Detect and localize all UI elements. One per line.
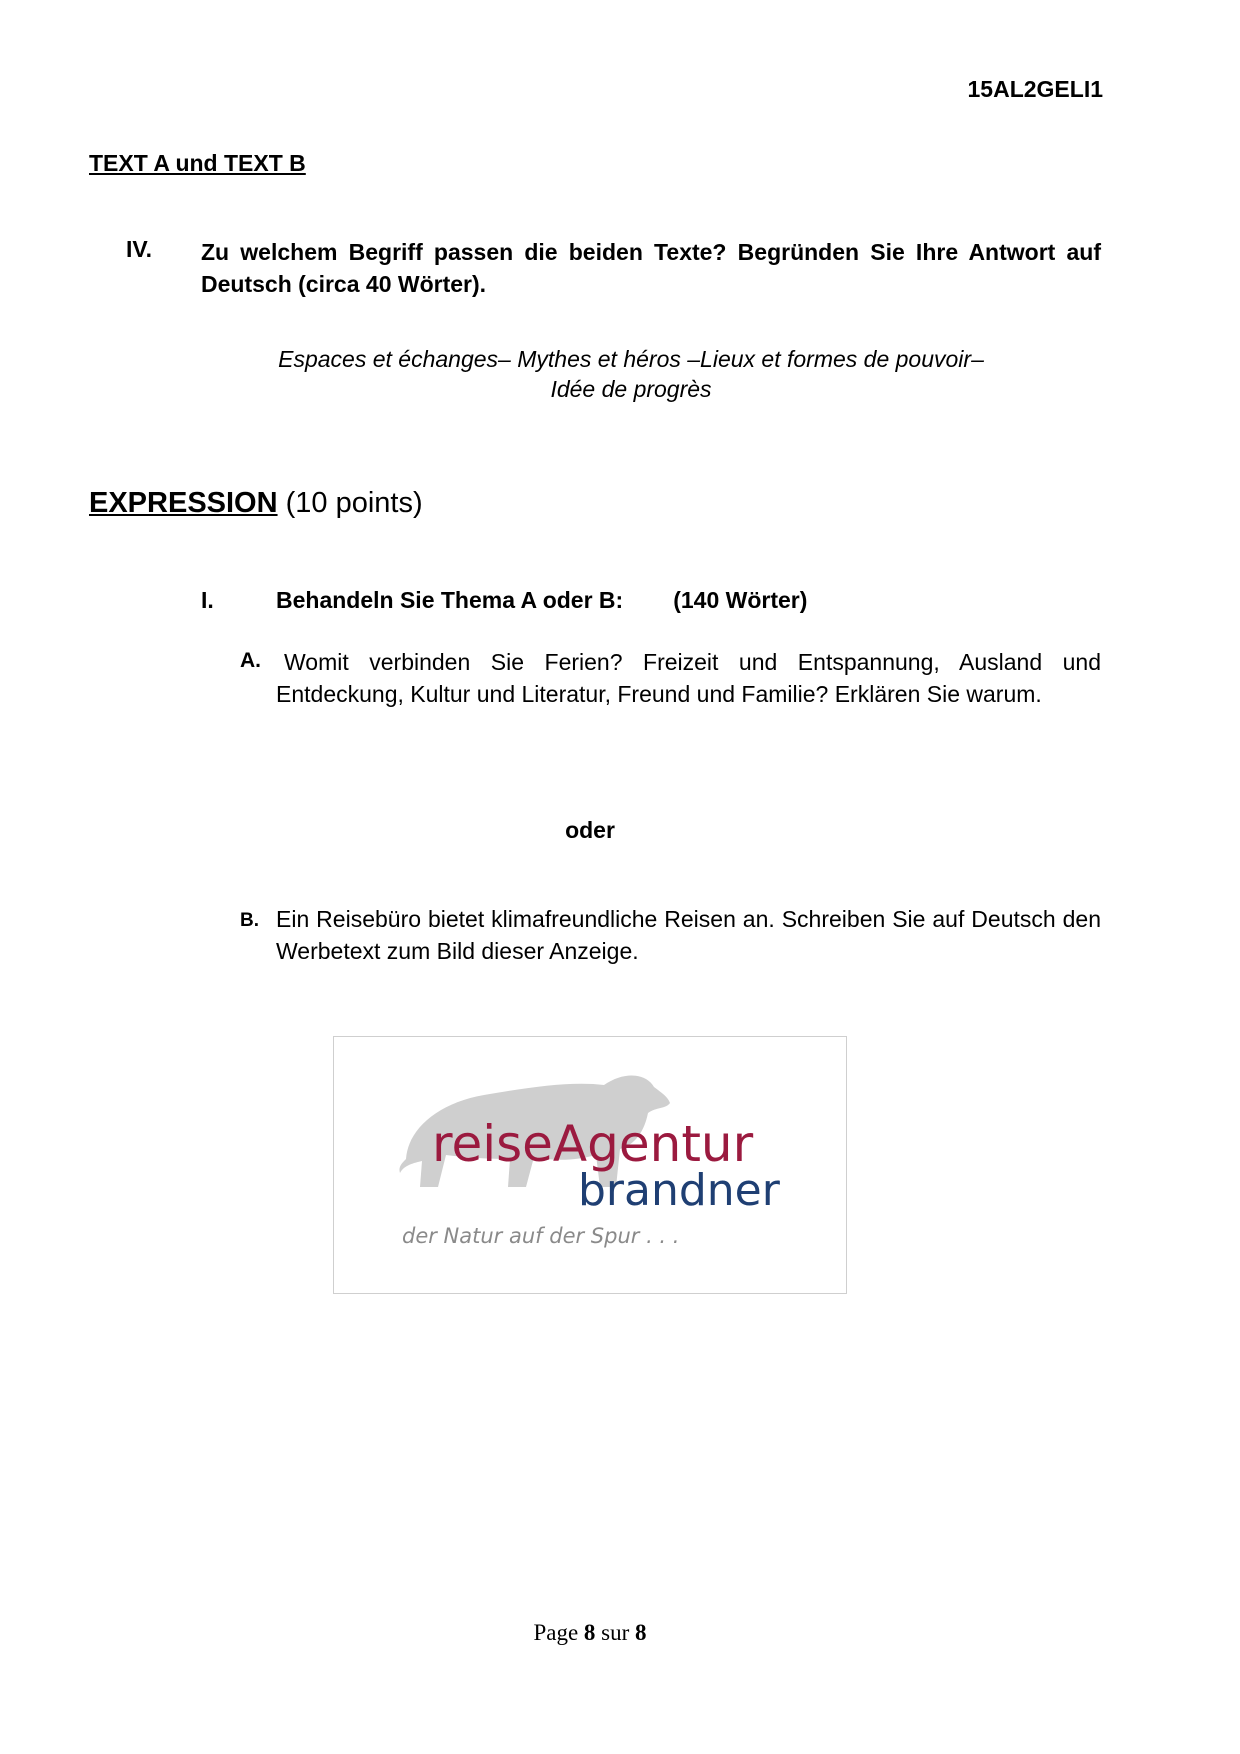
task-instruction — [276, 587, 807, 614]
footer-page-number: 8 — [583, 1620, 596, 1645]
expression-points: (10 points) — [285, 487, 423, 519]
option-separator: oder — [565, 817, 615, 843]
option-a-label: A. — [240, 649, 261, 672]
option-b-text: Ein Reisebüro bietet klimafreundliche Reisen an. Schreiben Sie auf Deutsch den Werbetext zum Bild dieser Anzeige. — [276, 906, 1101, 964]
topics-line-2: Idée de progrès — [550, 376, 712, 402]
advert-logo — [334, 1037, 846, 1293]
option-b-label: B. — [240, 910, 259, 931]
footer-prefix: Page — [533, 1620, 579, 1645]
document-code: 15AL2GELI1 — [967, 76, 1103, 102]
question-text: Zu welchem Begriff passen die beiden Texte? Begründen Sie Ihre Antwort auf Deutsch (circa 40 Wörter). — [201, 239, 1101, 297]
topics-list — [201, 344, 1061, 404]
logo-secondary: brandner — [578, 1165, 780, 1216]
expression-heading — [89, 487, 423, 520]
expression-title: EXPRESSION — [89, 487, 278, 519]
logo-slogan: der Natur auf der Spur . . . — [402, 1224, 680, 1248]
task-text: Behandeln Sie Thema A oder B: — [276, 587, 624, 613]
page-footer — [0, 1620, 1180, 1646]
footer-page-total: 8 — [635, 1620, 647, 1645]
advert-image — [333, 1036, 847, 1294]
task-number: I. — [201, 587, 214, 613]
topics-line-1: Espaces et échanges– Mythes et héros –Lieux et formes de pouvoir– — [278, 346, 984, 372]
task-word-count: (140 Wörter) — [673, 587, 808, 613]
footer-middle: sur — [601, 1620, 630, 1645]
question-number: IV. — [126, 236, 153, 262]
logo-primary: reiseAgentur — [432, 1115, 754, 1173]
option-a-text: Womit verbinden Sie Ferien? Freizeit und Entspannung, Ausland und Entdeckung, Kultur und Literatur, Freund und Familie? Erklären Sie warum. — [276, 649, 1101, 707]
section-title: TEXT A und TEXT B — [89, 150, 306, 176]
